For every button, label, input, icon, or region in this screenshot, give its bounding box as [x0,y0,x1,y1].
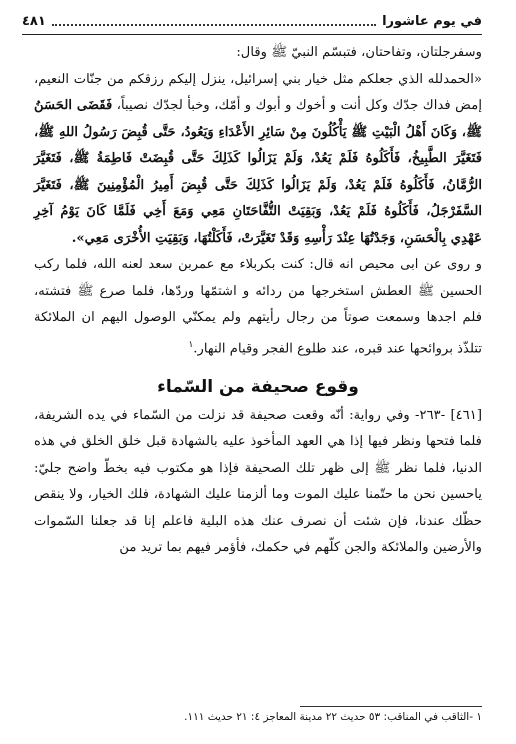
header-title: في يوم عاشورا [382,13,482,29]
running-header [22,10,482,32]
hadith-plain-text: «الحمدلله الذي جعلكم مثل خيار بني إسرائيل، ينزل إليكم رزقكم من جنّات النعيم، إمض فداك جدّك وكل أنت و أخوك و أبوك و أمّك، وخبأ لجدّك نصيباً، [34,71,482,113]
section-heading: وقوع صحيفة من السّماء [157,377,359,398]
page-number: ٤٨١ [22,13,46,29]
page-body [34,40,482,562]
header-rule [22,34,482,35]
narration-text: و روى عن ابى محيص انه قال: كنت بكربلاء مع عمربن سعد لعنه الله، فلما ركب الحسين ﷺ العطش استخرجها من ردائه و اشتمّها وردّها، فلما صرع ﷺ فتشته، فلم اجدها وسمعت صوتاً من رجال رأيتهم ولم يمكنّي الوصول اليهم ان الملائكة تتلذّذ بروائحها عند قبره، عند طلوع الفجر وقيام النهار. [34,257,482,356]
paragraph-hadith [34,67,482,253]
paragraph-narration-2: [٤٦١] -٢٦٣- وفي رواية: أنّه وقعت صحيفة قد نزلت من السّماء في يده الشريفة، فلما فتحها ونظر فيها إذا هي العهد المأخوذ عليه بالشهادة قبل خلق الخلق في هذه الدنيا، فلما نظر ﷺ إلى ظهر تلك الصحيفة فإذا هو مكتوب فيه بخطّ واضح جليّ: ياحسين نحن ما حتّمنا عليك الموت وما ألزمنا عليك الشهادة، فلك الخيار، ولا ينقص حظّك عندنا، فإن شئت أن نصرف عنك هذه البلية فاعلم إنا قد جعلنا السّموات والأرضين والملائكة والجن كلّهم في حكمك، فأؤمر فيهم بما تريد من [34,407,483,556]
paragraph-narration [34,252,482,362]
header-dot-leader [52,16,376,26]
footnote-marker: ١ [188,339,194,350]
paragraph-intro: وسفرجلتان، وتفاحتان، فتبسّم النبيّ ﷺ وقال: [236,45,482,60]
footnote-rule [300,706,482,707]
hadith-bold-text: فَقَضَى الحَسَنُ ﷺ، وَكَانَ أَهْلُ الْبَيْتِ ﷺ يَأْكُلُونَ مِنْ سَائِرِ الأَعْدَاءِ وَيَعُودُ، حَتَّى قُبِضَ رَسُولُ اللهِ ﷺ، فَتَغَيَّرَ الطَّبِيخُ، فَأَكَلُوهُ فَلَمْ يَعُدْ، وَلَمْ يَزَالُوا كَذَلِكَ حَتَّى قُبِضَتْ فَاطِمَةُ ﷺ، فَتَغَيَّرَ الرُّمَّانُ، فَأَكَلُوهُ فَلَمْ يَعُدْ، وَلَمْ يَزَالُوا كَذَلِكَ حَتَّى قُبِضَ أَمِيرُ الْمُؤْمِنِينَ ﷺ، فَتَغَيَّرَ السَّفَرْجَلُ، فَأَكَلُوهُ فَلَمْ يَعُدْ، وَبَقِيَتْ التُّفَّاحَتَانِ مَعِي وَمَعَ أَخِي فَلَمَّا كَانَ يَوْمُ آخِرِ عَهْدِي بِالْحَسَنِ، وَجَدْتُهَا عِنْدَ رَأْسِهِ وَقَدْ تَغَيَّرَتْ، فَأَكَلْتُهَا، وَبَقِيَتِ الأُخْرَى مَعِي». [34,98,482,246]
footnote: ١ -الثاقب في المناقب: ٥٣ حديث ٢٢ مدينة المعاجز ٤: ٢١ حديث ١١١. [184,711,482,723]
